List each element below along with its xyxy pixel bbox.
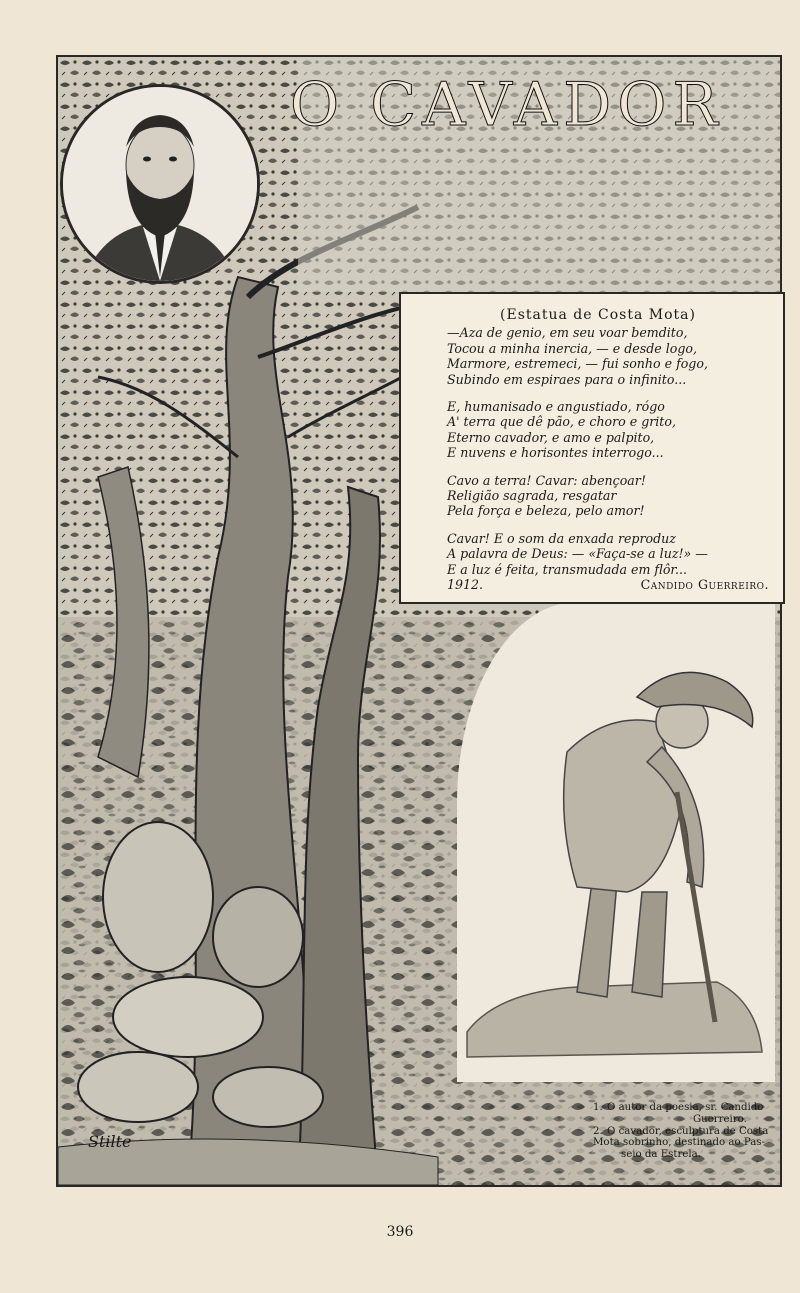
title-block <box>290 70 770 160</box>
poem-line: Tocou a minha inercia, — e desde logo, <box>447 340 697 356</box>
poem-author: Candido Guerreiro. <box>640 577 769 593</box>
caption-2-cont <box>593 1149 783 1161</box>
poem-subtitle: (Estatua de Costa Mota) <box>500 307 696 323</box>
figure-captions <box>593 1102 783 1161</box>
author-portrait <box>60 84 260 284</box>
poem-line: E, humanisado e angustiado, rógo <box>447 399 665 415</box>
statue-figure <box>457 602 775 1082</box>
caption-1-cont <box>593 1114 783 1126</box>
page-title: O CAVADOR <box>290 70 724 140</box>
poem-line: Cavo a terra! Cavar: abençoar! <box>447 472 646 488</box>
poem-stanza <box>447 531 769 577</box>
poem-line: Religião sagrada, resgatar <box>447 488 617 504</box>
bearded-man-portrait <box>63 87 257 281</box>
caption-text: Guerreiro. <box>693 1113 747 1125</box>
artist-signature: Stilte <box>88 1132 132 1151</box>
poem-line: Cavar! E o som da enxada reproduz <box>447 530 676 546</box>
poem-stanza <box>447 325 769 387</box>
poem-line: Subindo em espiraes para o infinito... <box>447 371 687 387</box>
poem-line: E a luz é feita, transmudada em flôr... <box>447 561 688 577</box>
poem-stanza <box>447 399 769 461</box>
caption-number: 2. <box>593 1125 603 1137</box>
caption-2-cont <box>593 1137 783 1149</box>
poem-line: Eterno cavador, e amo e palpito, <box>447 429 655 445</box>
poem-line: —Aza de genio, em seu voar bemdito, <box>447 325 688 341</box>
caption-text: O cavador, esculptura de Costa <box>607 1125 769 1137</box>
caption-text: Mota sobrinho, destinado ao Pas- <box>593 1137 765 1149</box>
poem-line: Pela força e beleza, pelo amor! <box>447 503 645 519</box>
page-number: 396 <box>386 1224 414 1240</box>
poem-stanza <box>447 473 769 519</box>
poem-footer <box>447 577 769 592</box>
caption-text: seio da Estrela. <box>621 1149 701 1161</box>
poem-line: Marmore, estremeci, — fui sonho e fogo, <box>447 356 708 372</box>
poem-year: 1912. <box>447 577 484 593</box>
poem-box <box>399 292 785 604</box>
poem-line: A' terra que dê pão, e choro e grito, <box>447 414 676 430</box>
poem-line: E nuvens e horisontes interrogo... <box>447 445 664 461</box>
poem-line: A palavra de Deus: — «Faça-se a luz!» — <box>447 546 708 562</box>
statue-photo <box>457 602 775 1082</box>
caption-1 <box>593 1102 783 1114</box>
caption-number: 1. <box>593 1102 603 1113</box>
caption-text: O autor da poesia, sr. Candido <box>607 1102 764 1113</box>
caption-2 <box>593 1126 783 1138</box>
